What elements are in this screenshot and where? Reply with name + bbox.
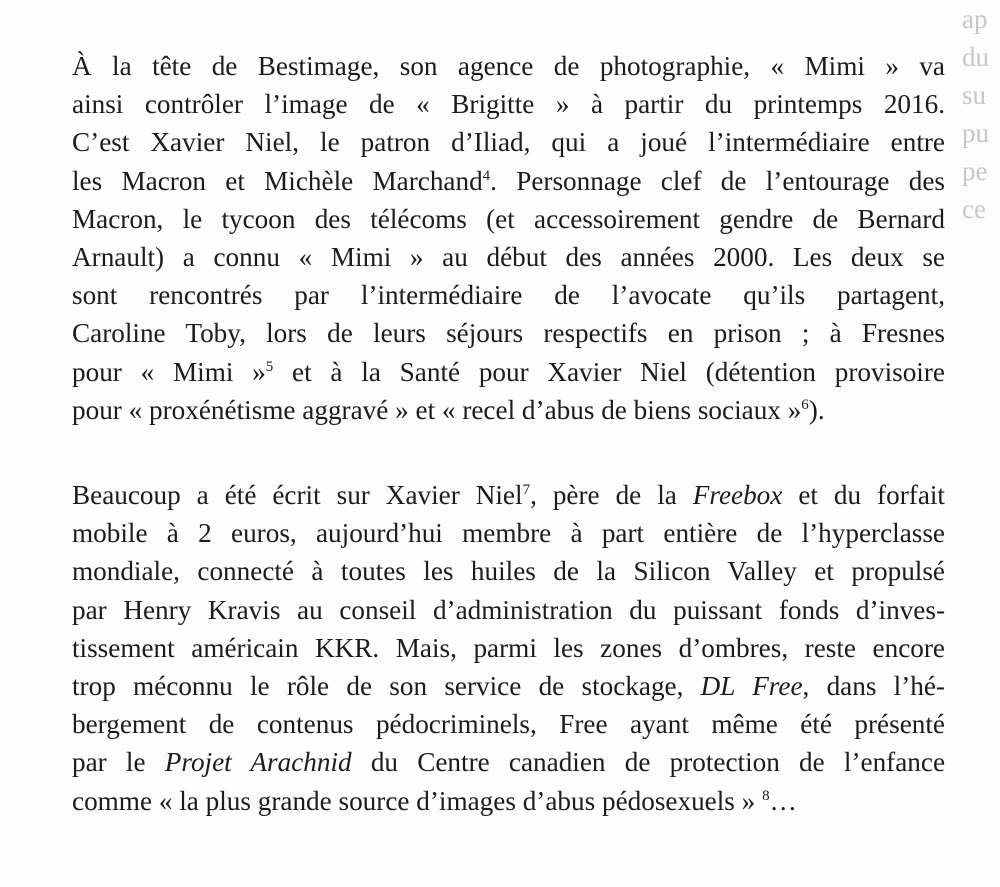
- italic-term: Projet Arachnid: [164, 747, 352, 778]
- text-line: par Henry Kravis au conseil d’administration du puissant fonds d’inves-: [72, 594, 945, 625]
- facing-page-bleed-through: [950, 0, 1000, 887]
- paragraph-1: [72, 47, 945, 429]
- footnote-marker[interactable]: 4: [482, 167, 491, 184]
- text-line: sont rencontrés par l’intermédiaire de l’avocate qu’ils partagent,: [72, 280, 945, 311]
- footnote-marker[interactable]: 7: [522, 481, 531, 498]
- footnote-marker[interactable]: 5: [265, 358, 274, 375]
- text-fragment: du Centre canadien de protection de l’enfance: [351, 747, 946, 778]
- italic-term: DL Free: [700, 671, 803, 702]
- footnote-marker[interactable]: 8: [762, 787, 770, 804]
- text-fragment: ).: [808, 394, 825, 425]
- bleed-fragment: su: [962, 80, 987, 110]
- text-line: mobile à 2 euros, aujourd’hui membre à part entière de l’hyperclasse: [72, 518, 945, 549]
- text-fragment: par le: [72, 747, 165, 778]
- text-fragment: trop méconnu le rôle de son service de stockage,: [72, 671, 701, 702]
- text-fragment: Beaucoup a été écrit sur Xavier Niel: [72, 480, 523, 510]
- text-fragment: pour « proxénétisme aggravé » et « recel d’abus de biens sociaux »: [72, 394, 802, 425]
- text-fragment: …: [769, 785, 797, 816]
- bleed-fragment: ap: [962, 4, 988, 34]
- text-fragment: et à la Santé pour Xavier Niel (détention provisoire: [273, 356, 945, 387]
- text-line: [72, 782, 945, 820]
- text-line: C’est Xavier Niel, le patron d’Iliad, qui a joué l’intermédiaire entre: [72, 127, 945, 158]
- text-line: [72, 391, 945, 429]
- text-line: tissement américain KKR. Mais, parmi les zones d’ombres, reste encore: [72, 632, 945, 663]
- text-line: Arnault) a connu « Mimi » au début des années 2000. Les deux se: [72, 242, 945, 273]
- text-fragment: comme « la plus grande source d’images d’abus pédosexuels »: [72, 785, 763, 816]
- text-line: ainsi contrôler l’image de « Brigitte » à partir du printemps 2016.: [72, 89, 945, 120]
- text-line: Macron, le tycoon des télécoms (et accessoirement gendre de Bernard: [72, 203, 945, 234]
- text-line: [72, 743, 945, 781]
- text-line: [72, 162, 945, 200]
- paragraph-2: [72, 476, 945, 820]
- footnote-marker[interactable]: 6: [801, 396, 809, 413]
- text-line: Caroline Toby, lors de leurs séjours respectifs en prison ; à Fresnes: [72, 318, 945, 349]
- text-line: bergement de contenus pédocriminels, Free ayant même été présenté: [72, 709, 945, 740]
- italic-term: Freebox: [692, 480, 783, 510]
- text-fragment: , dans l’hé-: [802, 671, 945, 702]
- text-fragment: pour « Mimi »: [72, 356, 266, 387]
- text-fragment: les Macron et Michèle Marchand: [72, 165, 483, 196]
- text-line: À la tête de Bestimage, son agence de photographie, « Mimi » va: [72, 51, 945, 81]
- text-fragment: , père de la: [530, 480, 693, 510]
- text-line: [72, 667, 945, 705]
- bleed-fragment: pu: [962, 118, 989, 148]
- bleed-fragment: ce: [962, 194, 986, 224]
- text-fragment: et du forfait: [782, 480, 945, 510]
- bleed-fragment: du: [962, 42, 989, 72]
- text-fragment: . Personnage clef de l’entourage des: [490, 165, 945, 196]
- text-line: [72, 476, 945, 514]
- text-line: mondiale, connecté à toutes les huiles de la Silicon Valley et propulsé: [72, 556, 945, 587]
- bleed-fragment: pe: [962, 156, 988, 186]
- text-line: [72, 353, 945, 391]
